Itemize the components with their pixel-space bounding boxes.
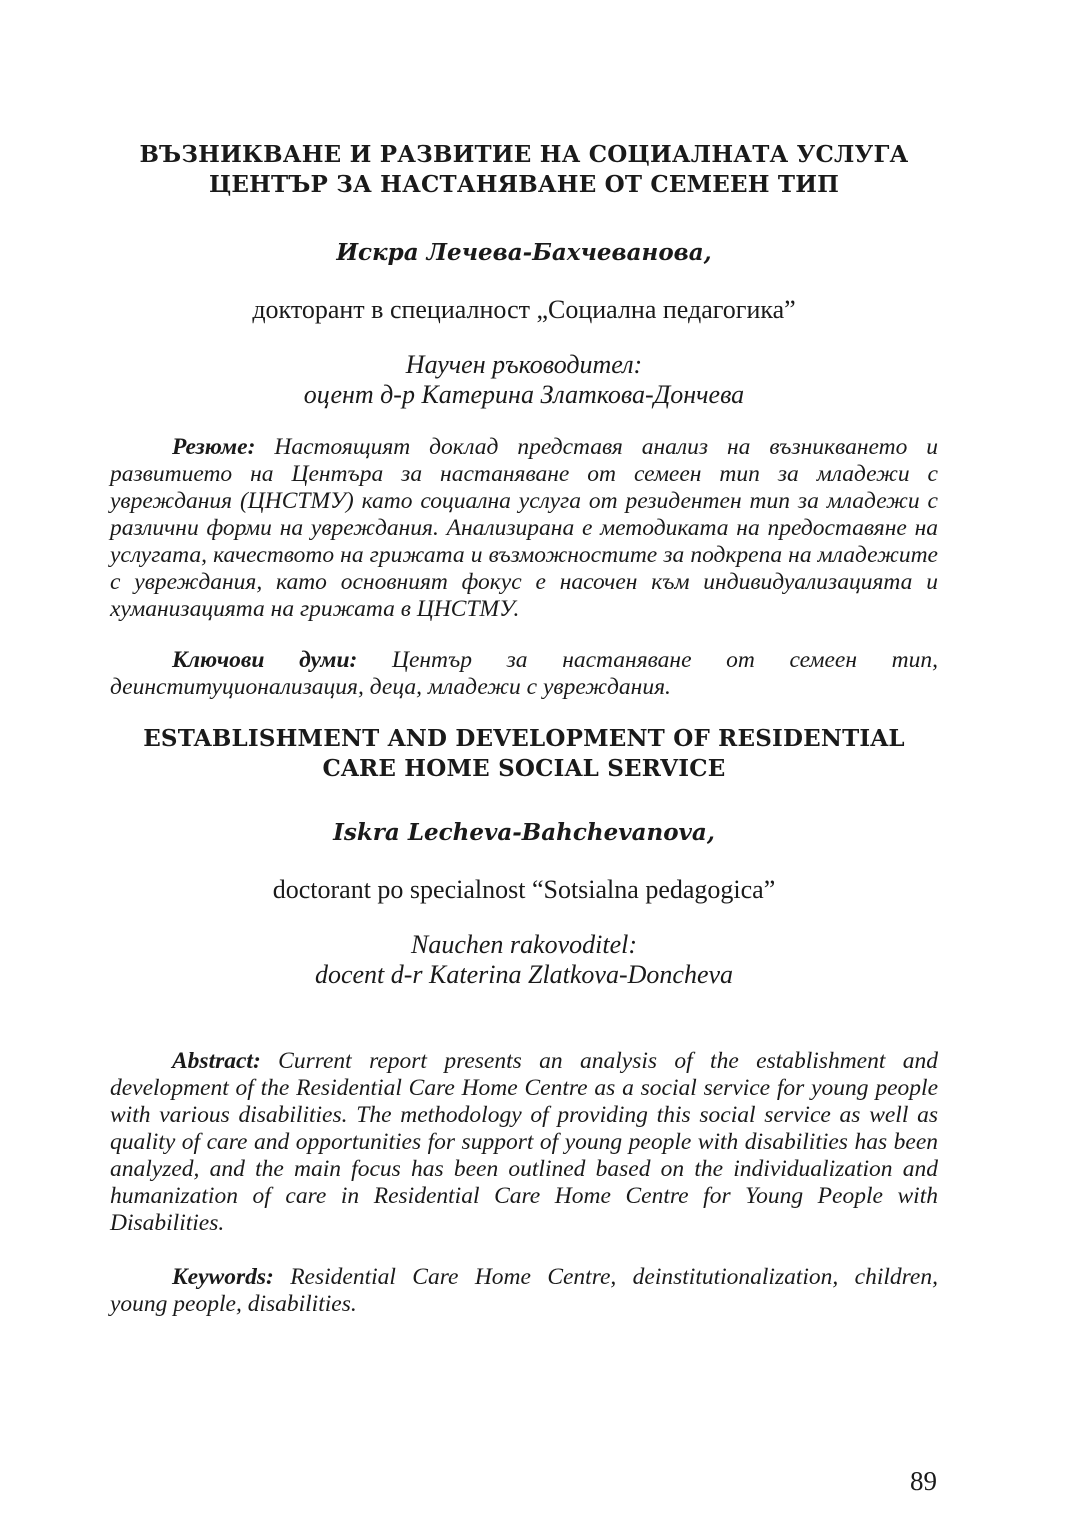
bg-keywords-label: Ключови думи: bbox=[172, 647, 358, 673]
paper-page bbox=[110, 140, 938, 1318]
bg-keywords-text: Център за настаняване от семеен тип, деинституционализация, деца, младежи с увреждания. bbox=[110, 647, 938, 700]
bg-supervisor-label: Научен ръководител: bbox=[405, 350, 643, 379]
en-abstract bbox=[110, 1048, 938, 1237]
bg-abstract bbox=[110, 434, 938, 623]
en-keywords bbox=[110, 1264, 938, 1318]
en-supervisor-label: Nauchen rakovoditel: bbox=[411, 930, 637, 959]
bg-author: Искра Лечева-Бахчеванова, bbox=[336, 239, 712, 266]
bg-title-line-1: ВЪЗНИКВАНЕ И РАЗВИТИЕ НА СОЦИАЛНАТА УСЛУГА bbox=[139, 141, 909, 168]
en-supervisor-name: docent d-r Katerina Zlatkova-Doncheva bbox=[314, 960, 734, 989]
en-supervisor bbox=[110, 930, 938, 990]
bg-title bbox=[110, 140, 938, 200]
bg-title-line-2: ЦЕНТЪР ЗА НАСТАНЯВАНЕ ОТ СЕМЕЕН ТИП bbox=[208, 171, 840, 198]
bg-supervisor bbox=[110, 350, 938, 410]
en-abstract-label: Abstract: bbox=[172, 1048, 261, 1074]
bg-abstract-label: Резюме: bbox=[172, 434, 256, 460]
bg-abstract-text: Настоящият доклад представя анализ на възникването и развитието на Центъра за настаняване от семеен тип за младежи с увреждания (ЦНСТМУ) като социална услуга от резидентен тип за младежи с различни форми на увреждания. Анализирана е методиката на предоставяне на услугата, качеството на грижата и възможностите за подкрепа на младежите с увреждания, като основният фокус е насочен към индивидуализацията и хуманизацията на грижата в ЦНСТМУ. bbox=[110, 434, 938, 622]
bg-supervisor-name: оцент д-р Катерина Златкова-Дончева bbox=[303, 380, 745, 409]
en-title bbox=[110, 724, 938, 784]
en-title-line-2: CARE HOME SOCIAL SERVICE bbox=[322, 755, 726, 782]
en-affiliation: doctorant po specialnost “Sotsialna pedagogica” bbox=[272, 875, 776, 904]
bg-affiliation: докторант в специалност „Социална педагогика” bbox=[252, 295, 796, 324]
bg-keywords bbox=[110, 647, 938, 701]
en-abstract-text: Current report presents an analysis of the establishment and development of the Residential Care Home Centre as a social service for young people with various disabilities. The methodology of providing this social service as well as quality of care and opportunities for support of young people with disabilities has been analyzed, and the main focus has been outlined based on the individualization and humanization of care in Residential Care Home Centre for Young People with Disabilities. bbox=[110, 1048, 938, 1236]
en-keywords-label: Keywords: bbox=[172, 1264, 274, 1290]
en-title-line-1: ESTABLISHMENT AND DEVELOPMENT OF RESIDENTIAL bbox=[143, 725, 905, 752]
en-keywords-text: Residential Care Home Centre, deinstitutionalization, children, young people, disabilities. bbox=[110, 1264, 938, 1317]
en-author: Iskra Lecheva-Bahchevanova, bbox=[333, 819, 715, 846]
page-number: 89 bbox=[910, 1466, 937, 1496]
